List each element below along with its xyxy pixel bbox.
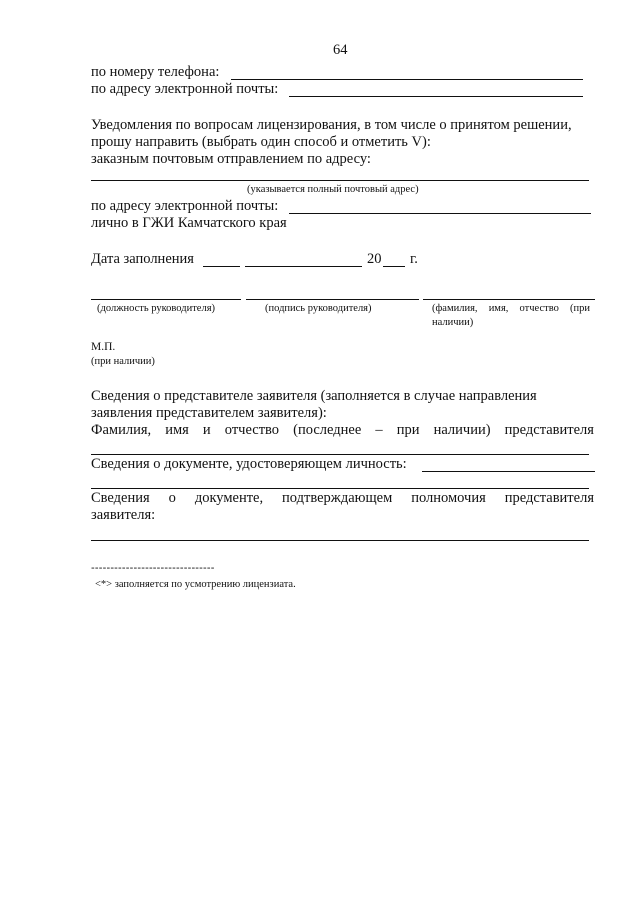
authority-word: документе, [194, 490, 264, 506]
fio-caption [432, 302, 590, 315]
name-word: отчество [224, 422, 280, 438]
postal-address-line[interactable] [91, 180, 589, 181]
stamp-label: М.П. [91, 341, 116, 353]
representative-line-1: Сведения о представителе заявителя (заполняется в случае направления [91, 388, 537, 404]
phone-label: по номеру телефона: [91, 64, 220, 80]
fio-word: (при [569, 303, 590, 314]
page-number: 64 [333, 42, 348, 58]
id-document-line[interactable] [422, 471, 595, 472]
authority-word: представителя [504, 490, 594, 506]
representative-name-label [91, 422, 594, 439]
id-document-line-2[interactable] [91, 488, 589, 489]
postal-address-caption: (указывается полный почтовый адрес) [247, 184, 419, 195]
date-year-prefix: 20 [367, 251, 382, 267]
fio-word: (фамилия, [432, 303, 478, 314]
authority-label-line-2: заявителя: [91, 507, 156, 523]
name-word: при [396, 422, 420, 438]
date-month-line[interactable] [245, 266, 362, 267]
footnote-separator: -------------------------------- [91, 562, 215, 574]
phone-field-line[interactable] [231, 79, 583, 80]
fio-line[interactable] [423, 299, 595, 300]
authority-word: полномочия [411, 490, 486, 506]
notification-line-3: заказным почтовым отправлением по адресу: [91, 151, 371, 167]
fio-caption-line-2: наличии) [432, 317, 474, 328]
name-word: наличии) [433, 422, 491, 438]
footnote-text: <*> заполняется по усмотрению лицензиата. [95, 579, 296, 590]
date-year-line[interactable] [383, 266, 405, 267]
date-day-line[interactable] [203, 266, 240, 267]
in-person-option: лично в ГЖИ Камчатского края [91, 215, 287, 231]
email-field-line[interactable] [289, 96, 583, 97]
email-label: по адресу электронной почты: [91, 81, 279, 97]
position-caption: (должность руководителя) [97, 303, 216, 314]
fio-word: отчество [519, 303, 559, 314]
signature-caption: (подпись руководителя) [265, 303, 372, 314]
notification-line-2: прошу направить (выбрать один способ и отметить V): [91, 134, 431, 150]
id-document-label: Сведения о документе, удостоверяющем личность: [91, 456, 407, 472]
notification-email-label: по адресу электронной почты: [91, 198, 279, 214]
representative-name-line[interactable] [91, 454, 589, 455]
position-line[interactable] [91, 299, 241, 300]
name-word: Фамилия, [91, 422, 152, 438]
stamp-note: (при наличии) [91, 356, 155, 367]
notification-line-1: Уведомления по вопросам лицензирования, в том числе о принятом решении, [91, 117, 572, 133]
name-word: и [202, 422, 211, 438]
representative-line-2: заявления представителем заявителя): [91, 405, 327, 421]
authority-word: Сведения [91, 490, 150, 506]
notification-email-line[interactable] [289, 213, 591, 214]
authority-document-line[interactable] [91, 540, 589, 541]
name-word: представителя [504, 422, 594, 438]
authority-document-label [91, 490, 594, 507]
name-word: имя [165, 422, 189, 438]
name-word: (последнее [293, 422, 362, 438]
signature-line[interactable] [246, 299, 419, 300]
date-label: Дата заполнения [91, 251, 194, 267]
date-year-suffix: г. [410, 251, 418, 267]
fio-word: имя, [488, 303, 509, 314]
authority-word: о [168, 490, 176, 506]
name-word: – [375, 422, 383, 438]
authority-word: подтверждающем [282, 490, 393, 506]
